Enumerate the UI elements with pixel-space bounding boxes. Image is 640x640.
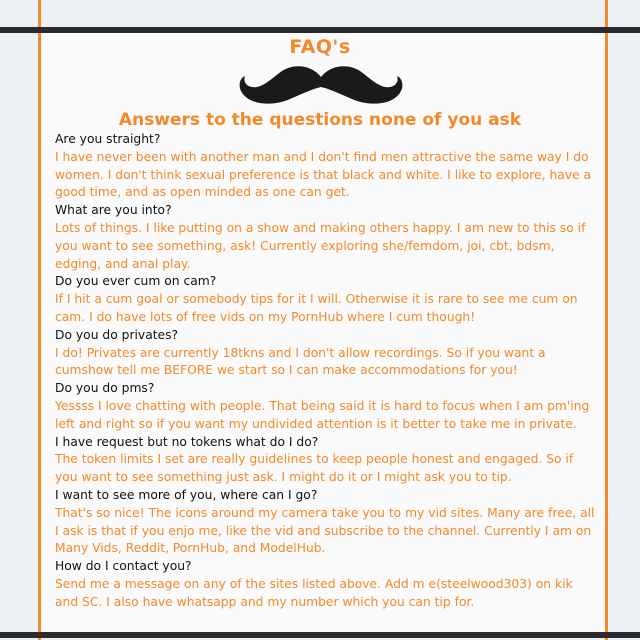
faq-answer: The token limits I set are really guidelines to keep people honest and engaged. So if you want to see something just ask. I might do it or I might ask you to tip. [55, 452, 574, 485]
faq-question: Do you do privates? [55, 327, 179, 342]
page-title: FAQ's [289, 36, 351, 58]
faq-answer: That's so nice! The icons around my camera take you to my vid sites. Many are free, all I ask is that if you enjo me, like the vid and subscribe to the channel. Currently I am on Many Vids, Reddit, PornHub, and ModelHub. [55, 505, 595, 556]
bottom-border-bar [0, 632, 640, 638]
top-border-bar [0, 27, 640, 33]
faq-question: How do I contact you? [55, 559, 192, 574]
faq-question: What are you into? [55, 203, 172, 218]
faq-answer: If I hit a cum goal or somebody tips for it I will. Otherwise it is rare to see me cum on cam. I do have lots of free vids on my PornHub where I cum though! [55, 292, 578, 324]
mustache-icon [238, 63, 404, 113]
faq-question: Are you straight? [55, 132, 161, 146]
faq-answer: Send me a message on any of the sites listed above. Add m e(steelwood303) on kik and SC. I also have whatsapp and my number which you can tip for. [55, 576, 573, 609]
faq-answer: I do! Privates are currently 18tkns and I don't allow recordings. So if you want a cumshow tell me BEFORE we start so I can make accommodations for you! [55, 345, 546, 378]
right-accent-line [605, 0, 608, 640]
page-subtitle: Answers to the questions none of you ask [118, 110, 522, 130]
faq-answer: I have never been with another man and I don't find men attractive the same way I do women. I don't think sexual preference is that black and white. I like to explore, have a good time, and as open minded as one can get. [55, 149, 592, 200]
faq-answer: Lots of things. I like putting on a show and making others happy. I am new to this so if you want to see something, ask! Currently exploring she/femdom, joi, cbt, bdsm, edging, and anal play. [55, 220, 586, 271]
faq-question: Do you ever cum on cam? [55, 274, 217, 289]
faq-question: I have request but no tokens what do I do? [55, 434, 319, 449]
faq-question: I want to see more of you, where can I go? [55, 487, 318, 502]
faq-question: Do you do pms? [55, 381, 155, 396]
faq-answer: Yessss I love chatting with people. That being said it is hard to focus when I am pm'ing left and right so if you want my undivided attention is it better to take me in private. [55, 398, 590, 431]
faq-list [55, 131, 595, 612]
